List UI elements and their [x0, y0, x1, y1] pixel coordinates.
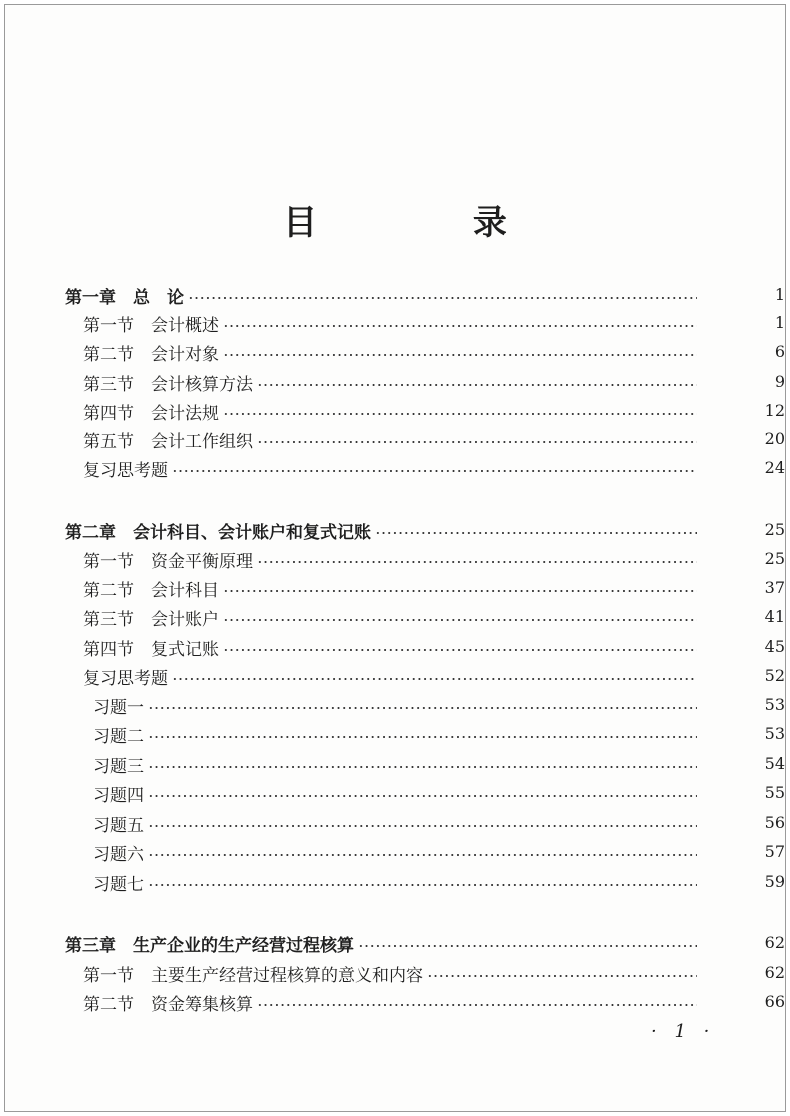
- dot-leader: [172, 678, 697, 680]
- toc-label: 习题四: [93, 785, 144, 806]
- toc-label: 第一节 会计概述: [83, 315, 219, 336]
- dot-leader: [257, 1004, 697, 1006]
- toc-page: 24: [764, 458, 785, 477]
- toc-label: 第二章 会计科目、会计账户和复式记账: [65, 522, 371, 543]
- toc-page: 62: [764, 933, 785, 952]
- toc-section[interactable]: [83, 960, 785, 986]
- toc-page: 52: [764, 666, 785, 685]
- toc-exercise[interactable]: [93, 721, 785, 747]
- toc-chapter-3[interactable]: [65, 930, 785, 956]
- toc-page: 53: [764, 695, 785, 714]
- dot-leader: [427, 975, 697, 977]
- toc-label: 复习思考题: [83, 460, 168, 481]
- dot-leader: [358, 945, 697, 947]
- toc-chapter-1[interactable]: [65, 282, 785, 308]
- toc-label: 复习思考题: [83, 668, 168, 689]
- toc-chapter-2[interactable]: [65, 517, 785, 543]
- toc-page: 53: [764, 724, 785, 743]
- toc-page: 37: [764, 578, 785, 597]
- toc-page: 41: [764, 607, 785, 626]
- toc-section[interactable]: [83, 339, 785, 365]
- toc-label: 第一节 资金平衡原理: [83, 551, 253, 572]
- toc-exercise[interactable]: [93, 751, 785, 777]
- toc-label: 第三节 会计核算方法: [83, 374, 253, 395]
- toc-label: 习题六: [93, 844, 144, 865]
- toc-section[interactable]: [83, 604, 785, 630]
- toc-label: 第二节 会计对象: [83, 344, 219, 365]
- dot-leader: [148, 736, 697, 738]
- toc-page: 59: [764, 872, 785, 891]
- dot-leader: [223, 649, 697, 651]
- page-title: 目 录: [283, 203, 579, 243]
- toc-section[interactable]: [83, 398, 785, 424]
- toc-page: 6: [774, 342, 785, 361]
- toc-page: 25: [764, 520, 785, 539]
- toc-page: 62: [764, 963, 785, 982]
- toc-exercise[interactable]: [93, 839, 785, 865]
- toc-section[interactable]: [83, 546, 785, 572]
- dot-leader: [223, 354, 697, 356]
- dot-leader: [148, 854, 697, 856]
- dot-leader: [223, 325, 697, 327]
- toc-label: 习题二: [93, 726, 144, 747]
- toc-label: 习题三: [93, 756, 144, 777]
- dot-leader: [148, 795, 697, 797]
- toc-section[interactable]: [83, 426, 785, 452]
- toc-section[interactable]: [83, 634, 785, 660]
- toc-page: 66: [764, 992, 785, 1011]
- toc-page: 20: [764, 429, 785, 448]
- toc-page: 54: [764, 754, 785, 773]
- dot-leader: [223, 413, 697, 415]
- toc-page: 45: [764, 637, 785, 656]
- toc-label: 第四节 会计法规: [83, 403, 219, 424]
- toc-label: 习题一: [93, 697, 144, 718]
- document-page: [4, 4, 786, 1112]
- dot-leader: [148, 766, 697, 768]
- toc-label: 第三节 会计账户: [83, 609, 219, 630]
- toc-page: 55: [764, 783, 785, 802]
- dot-leader: [257, 441, 697, 443]
- toc-page: 57: [764, 842, 785, 861]
- toc-label: 第四节 复式记账: [83, 639, 219, 660]
- toc-exercise[interactable]: [93, 869, 785, 895]
- toc-review-questions[interactable]: [83, 455, 785, 481]
- toc-label: 第二节 资金筹集核算: [83, 994, 253, 1015]
- toc-section[interactable]: [83, 989, 785, 1015]
- dot-leader: [148, 884, 697, 886]
- toc-page: 1: [774, 285, 785, 304]
- dot-leader: [223, 619, 697, 621]
- toc-label: 第三章 生产企业的生产经营过程核算: [65, 935, 354, 956]
- toc-label: 第一节 主要生产经营过程核算的意义和内容: [83, 965, 423, 986]
- toc-label: 第二节 会计科目: [83, 580, 219, 601]
- toc-section[interactable]: [83, 310, 785, 336]
- dot-leader: [257, 561, 697, 563]
- toc-label: 习题五: [93, 815, 144, 836]
- dot-leader: [375, 532, 697, 534]
- dot-leader: [257, 384, 697, 386]
- dot-leader: [188, 297, 697, 299]
- toc-section[interactable]: [83, 575, 785, 601]
- toc-exercise[interactable]: [93, 810, 785, 836]
- toc-label: 第五节 会计工作组织: [83, 431, 253, 452]
- toc-page: 12: [764, 401, 785, 420]
- toc-label: 第一章 总 论: [65, 287, 184, 308]
- dot-leader: [172, 470, 697, 472]
- toc-page: 56: [764, 813, 785, 832]
- dot-leader: [148, 825, 697, 827]
- dot-leader: [148, 707, 697, 709]
- toc-page: 9: [774, 372, 785, 391]
- toc-review-questions[interactable]: [83, 663, 785, 689]
- toc-page: 1: [774, 313, 785, 332]
- toc-section[interactable]: [83, 369, 785, 395]
- toc-exercise[interactable]: [93, 692, 785, 718]
- toc-page: 25: [764, 549, 785, 568]
- dot-leader: [223, 590, 697, 592]
- toc-label: 习题七: [93, 874, 144, 895]
- toc-exercise[interactable]: [93, 780, 785, 806]
- page-number: · 1 ·: [651, 1021, 716, 1042]
